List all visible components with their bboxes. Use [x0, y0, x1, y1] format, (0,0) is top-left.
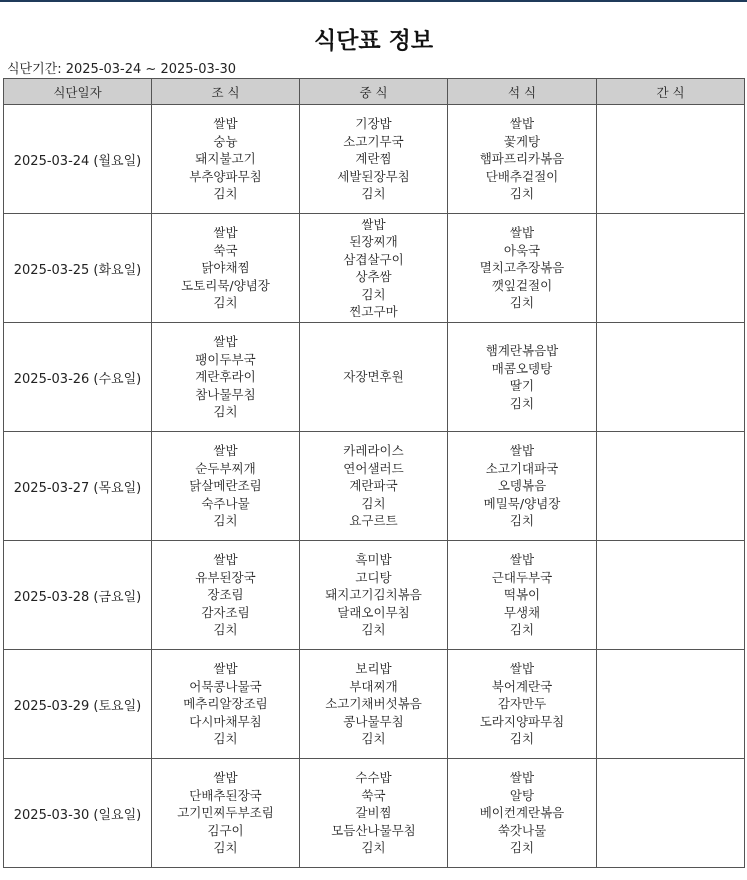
dish-item: 쌀밥: [213, 225, 238, 241]
dish-item: 아욱국: [503, 242, 541, 258]
dish-item: 김치: [509, 513, 535, 529]
meal-date: 2025-03-29 (토요일): [4, 650, 152, 759]
dish-item: 김치: [361, 731, 386, 747]
dish-item: 깻잎겉절이: [491, 277, 553, 293]
lunch-cell: [300, 105, 448, 214]
dish-item: 근대두부국: [491, 569, 553, 585]
table-row: [4, 650, 745, 759]
dish-item: 숭늉: [213, 133, 238, 149]
dish-item: 베이컨계란볶음: [479, 805, 565, 821]
dish-item: 김치: [509, 731, 535, 747]
dish-item: 김치: [361, 186, 386, 202]
dish-item: 계란파국: [349, 478, 398, 494]
dish-item: 장조림: [207, 587, 244, 603]
dish-item: 김치: [509, 295, 535, 311]
header-breakfast: 조 식: [152, 79, 300, 105]
dish-item: 흑미밥: [355, 552, 392, 568]
dish-item: 쌀밥: [213, 116, 238, 132]
dish-item: 고기민찌두부조림: [177, 805, 274, 821]
table-row: [4, 759, 745, 868]
dish-item: 된장찌개: [349, 234, 398, 249]
meal-date: 2025-03-25 (화요일): [4, 214, 152, 323]
breakfast-cell: [152, 214, 300, 323]
dish-item: 쑥국: [361, 787, 386, 803]
dish-item: 닭야채찜: [201, 260, 250, 276]
dish-item: 멸치고추장볶음: [479, 260, 565, 276]
meal-date: 2025-03-24 (월요일): [4, 105, 152, 214]
lunch-cell: [300, 650, 448, 759]
dish-item: 삼겹살구이: [343, 251, 404, 267]
dish-item: 숙주나물: [201, 495, 250, 511]
table-row: [4, 432, 745, 541]
dish-item: 쌀밥: [509, 661, 535, 677]
dish-item: 메밀묵/양념장: [483, 495, 561, 511]
dish-item: 연어샐러드: [343, 460, 404, 476]
dish-item: 부추양파무침: [189, 168, 262, 184]
dish-item: 무생채: [503, 604, 541, 620]
lunch-cell: [300, 214, 448, 323]
dinner-cell: [448, 759, 597, 868]
dish-item: 소고기대파국: [485, 460, 559, 476]
dish-item: 보리밥: [355, 661, 392, 677]
dish-item: 매콤오뎅탕: [491, 360, 553, 376]
dish-item: 부대찌개: [349, 678, 398, 694]
dish-item: 쑥갓나물: [497, 822, 547, 838]
dish-item: 알탕: [509, 787, 535, 803]
dish-item: 콩나물무침: [343, 713, 404, 729]
dish-item: 단배추된장국: [189, 787, 262, 803]
dish-item: 딸기: [509, 378, 535, 393]
dish-item: 모듬산나물무침: [331, 822, 416, 838]
dish-item: 쑥국: [213, 242, 238, 258]
dish-item: 찐고구마: [349, 304, 398, 319]
lunch-cell: [300, 541, 448, 650]
dish-item: 김치: [509, 840, 535, 856]
dish-item: 김치: [509, 186, 535, 202]
dish-item: 도라지양파무침: [479, 713, 565, 729]
meal-date: 2025-03-26 (수요일): [4, 323, 152, 432]
lunch-cell: [300, 432, 448, 541]
breakfast-cell: [152, 759, 300, 868]
dish-item: 쌀밥: [213, 770, 238, 786]
dish-item: 쌀밥: [213, 443, 238, 459]
snack-cell: [597, 432, 745, 541]
dish-item: 갈비찜: [355, 805, 392, 821]
meal-date: 2025-03-28 (금요일): [4, 541, 152, 650]
breakfast-cell: [152, 105, 300, 214]
dinner-cell: [448, 541, 597, 650]
dish-item: 쌀밥: [509, 116, 535, 132]
meal-date: 2025-03-27 (목요일): [4, 432, 152, 541]
table-row: [4, 323, 745, 432]
dish-item: 쌀밥: [213, 552, 238, 568]
dish-item: 김치: [509, 395, 535, 411]
table-row: [4, 541, 745, 650]
dish-item: 김치: [361, 622, 386, 638]
breakfast-cell: [152, 541, 300, 650]
snack-cell: [597, 105, 745, 214]
table-row: [4, 214, 745, 323]
dish-item: 김구이: [207, 822, 244, 838]
dish-item: 김치: [213, 731, 238, 747]
dish-item: 북어계란국: [491, 678, 553, 694]
dish-item: 돼지불고기: [195, 151, 256, 167]
lunch-cell: [300, 759, 448, 868]
dish-item: 카레라이스: [343, 443, 404, 459]
top-divider: [0, 0, 747, 2]
dinner-cell: [448, 432, 597, 541]
dish-item: 계란찜: [355, 151, 392, 167]
snack-cell: [597, 323, 745, 432]
table-header-row: [4, 79, 745, 105]
breakfast-cell: [152, 432, 300, 541]
menu-period: 식단기간: 2025-03-24 ~ 2025-03-30: [7, 62, 237, 77]
dish-item: 김치: [213, 622, 238, 638]
dish-item: 돼지고기김치볶음: [325, 587, 422, 603]
dinner-cell: [448, 323, 597, 432]
lunch-cell: [300, 323, 448, 432]
table-row: [4, 105, 745, 214]
dish-item: 쌀밥: [213, 334, 238, 350]
header-dinner: 석 식: [448, 79, 597, 105]
dish-item: 요구르트: [349, 513, 398, 529]
dish-item: 닭살메란조림: [189, 478, 262, 494]
dish-item: 감자조림: [201, 604, 250, 620]
dish-item: 김치: [361, 840, 386, 856]
dish-item: 쌀밥: [361, 216, 386, 232]
meal-date: 2025-03-30 (일요일): [4, 759, 152, 868]
dish-item: 쌀밥: [213, 661, 238, 677]
dish-item: 메추리알장조림: [183, 696, 268, 712]
breakfast-cell: [152, 323, 300, 432]
dinner-cell: [448, 214, 597, 323]
page-title: 식단표 정보: [313, 28, 434, 54]
dish-item: 쌀밥: [509, 552, 535, 568]
snack-cell: [597, 541, 745, 650]
dish-item: 꽃게탕: [503, 133, 541, 149]
dish-item: 수수밥: [355, 770, 392, 786]
header-lunch: 중 식: [300, 79, 448, 105]
dinner-cell: [448, 105, 597, 214]
table-body: [4, 105, 745, 868]
dish-item: 감자만두: [497, 696, 547, 712]
dish-item: 어묵콩나물국: [189, 678, 262, 694]
dish-item: 햄파프리카볶음: [479, 151, 565, 167]
dish-item: 햄계란볶음밥: [485, 343, 559, 358]
snack-cell: [597, 759, 745, 868]
dish-item: 쌀밥: [509, 225, 535, 241]
dish-item: 세발된장무침: [337, 168, 410, 184]
dish-item: 소고기무국: [343, 133, 404, 149]
dish-item: 다시마채무침: [189, 713, 262, 729]
dish-item: 김치: [213, 404, 238, 420]
dish-item: 김치: [509, 622, 535, 638]
dish-item: 오뎅볶음: [497, 478, 547, 494]
dish-item: 달래오이무침: [337, 604, 410, 620]
dish-item: 쌀밥: [509, 443, 535, 459]
dish-item: 쌀밥: [509, 770, 535, 786]
dish-item: 단배추겉절이: [485, 168, 559, 184]
dish-item: 김치: [361, 286, 386, 302]
dish-item: 김치: [213, 186, 238, 202]
dish-item: 소고기채버섯볶음: [325, 696, 422, 712]
dish-item: 떡볶이: [503, 587, 541, 603]
dish-item: 김치: [361, 495, 386, 511]
header-date: 식단일자: [4, 79, 152, 105]
dish-item: 김치: [213, 840, 238, 856]
dish-item: 유부된장국: [195, 569, 256, 585]
breakfast-cell: [152, 650, 300, 759]
dish-item: 팽이두부국: [195, 351, 256, 367]
dish-item: 순두부찌개: [195, 460, 256, 476]
dish-item: 계란후라이: [195, 369, 256, 385]
dish-item: 상추쌈: [355, 269, 392, 284]
dish-item: 김치: [213, 295, 238, 311]
header-snack: 간 식: [597, 79, 745, 105]
dish-item: 자장면후원: [343, 369, 404, 385]
dish-item: 기장밥: [355, 116, 392, 132]
dish-item: 도토리묵/양념장: [181, 277, 270, 293]
snack-cell: [597, 650, 745, 759]
dinner-cell: [448, 650, 597, 759]
dish-item: 참나물무침: [195, 386, 256, 402]
meal-table: [3, 78, 745, 868]
dish-item: 고디탕: [355, 569, 392, 585]
dish-item: 김치: [213, 513, 238, 529]
snack-cell: [597, 214, 745, 323]
